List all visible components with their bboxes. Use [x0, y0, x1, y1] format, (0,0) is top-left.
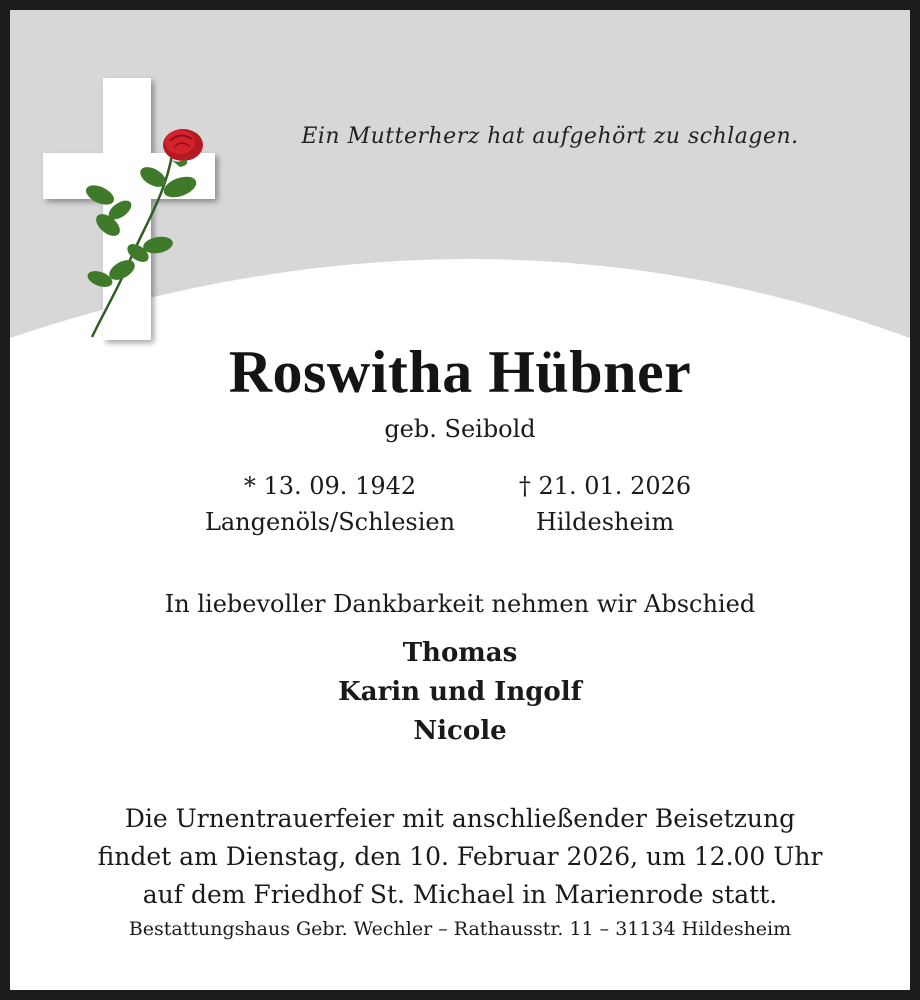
cross-with-rose-icon: [40, 75, 240, 365]
maiden-name: geb. Seibold: [384, 415, 536, 443]
birth-date: * 13. 09. 1942: [243, 472, 417, 500]
death-date: † 21. 01. 2026: [518, 472, 692, 500]
farewell-text: In liebevoller Dankbarkeit nehmen wir Abschied: [164, 590, 756, 618]
death-block: [480, 468, 730, 540]
mourners-list: [10, 634, 910, 751]
ceremony-line: findet am Dienstag, den 10. Februar 2026, um 12.00 Uhr: [97, 842, 823, 871]
mourner-name: Karin und Ingolf: [338, 677, 582, 707]
deceased-name: Roswitha Hübner: [228, 339, 692, 405]
death-place: Hildesheim: [535, 508, 675, 536]
funeral-home-info: Bestattungshaus Gebr. Wechler – Rathausstr. 11 – 31134 Hildesheim: [128, 918, 792, 940]
ceremony-line: auf dem Friedhof St. Michael in Marienrode statt.: [142, 880, 778, 909]
mourner-name: Nicole: [413, 716, 507, 746]
birth-place: Langenöls/Schlesien: [204, 508, 456, 536]
motto-text: Ein Mutterherz hat aufgehört zu schlagen.: [301, 124, 799, 149]
ceremony-notice: [10, 800, 910, 914]
birth-block: [170, 468, 490, 540]
mourner-name: Thomas: [402, 638, 518, 668]
ceremony-line: Die Urnentrauerfeier mit anschließender Beisetzung: [124, 804, 796, 833]
